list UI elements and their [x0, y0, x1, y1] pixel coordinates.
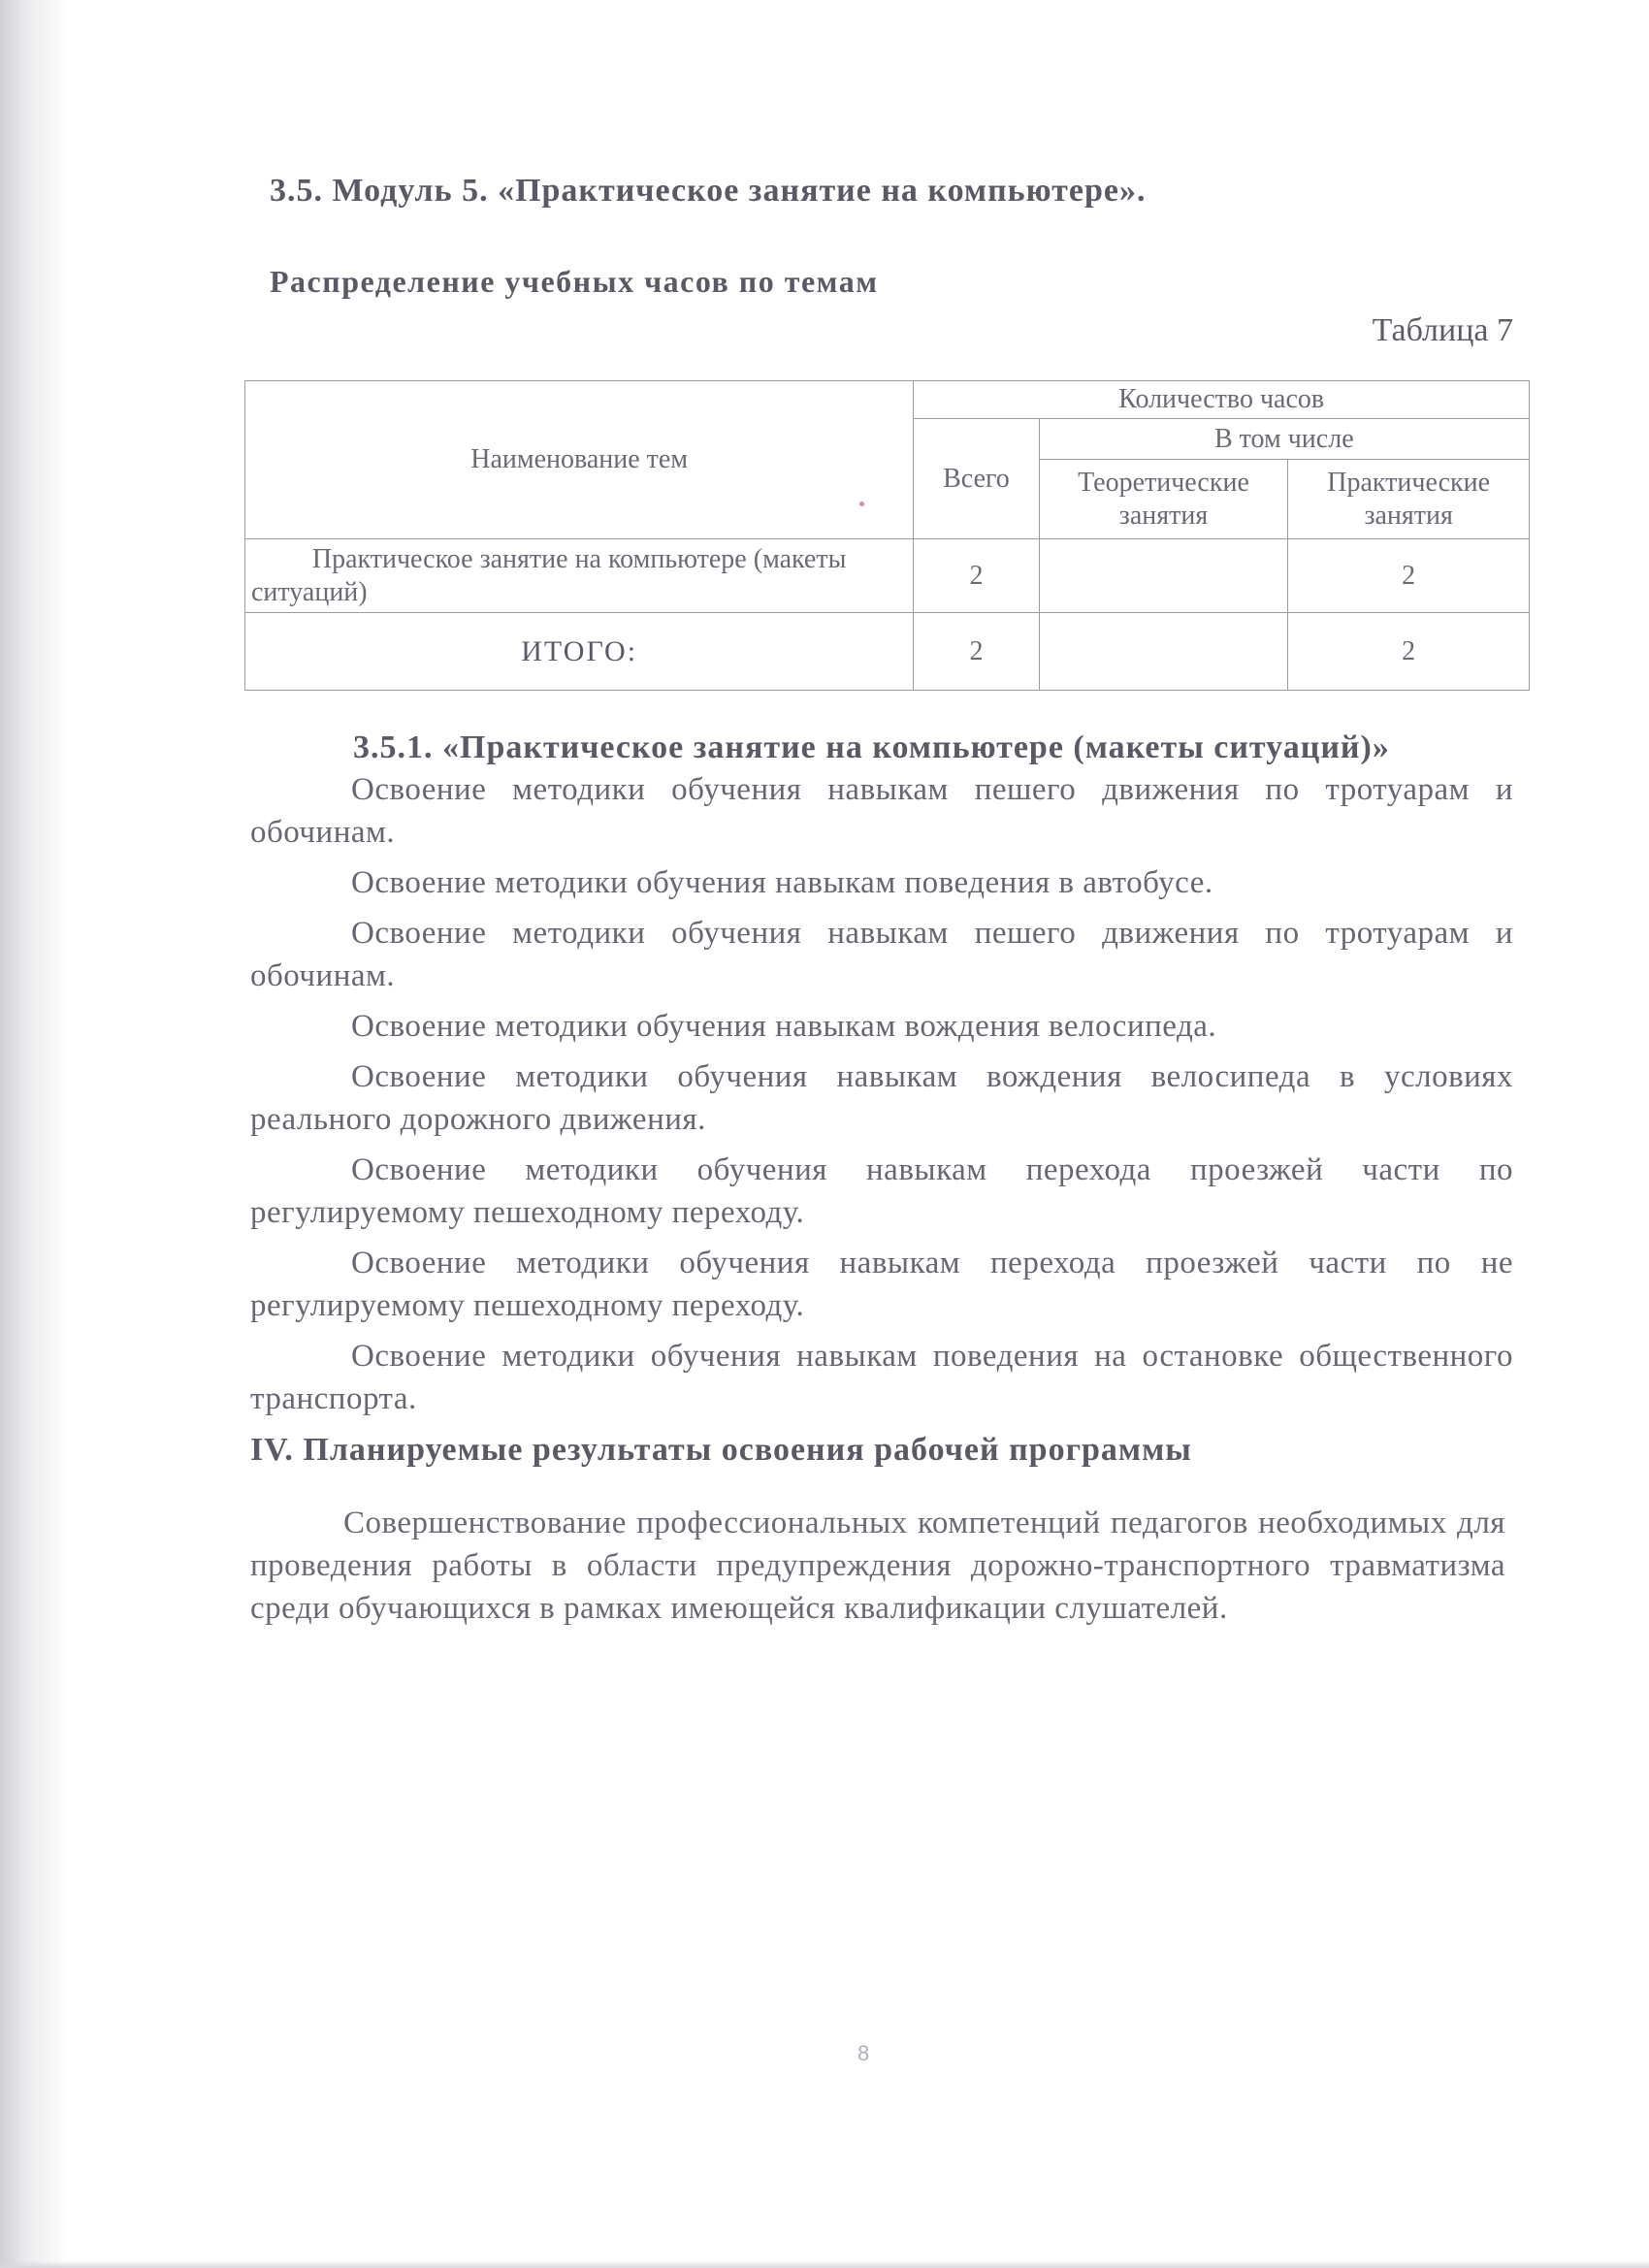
header-including: В том числе [1039, 418, 1529, 459]
header-hours: Количество часов [914, 381, 1530, 419]
paragraph: Освоение методики обучения навыкам пешего движения по тротуарам и обочинам. [250, 916, 1513, 993]
paragraph: Освоение методики обучения навыкам перехода проезжей части по не регулируемому пешеходному переходу. [250, 1246, 1513, 1323]
red-dot-mark [859, 502, 864, 506]
section-paragraphs [250, 768, 1513, 1428]
paragraph: Освоение методики обучения навыкам вождения велосипеда в условиях реального дорожного движения. [250, 1059, 1513, 1137]
total-row [245, 613, 1530, 691]
module-title: 3.5. Модуль 5. «Практическое занятие на компьютере». [270, 173, 1147, 209]
total-label: ИТОГО: [245, 613, 914, 691]
paragraph: Освоение методики обучения навыкам вождения велосипеда. [351, 1009, 1217, 1044]
row-total: 2 [914, 539, 1039, 613]
hours-table [244, 380, 1530, 691]
section-title: 3.5.1. «Практическое занятие на компьютере (макеты ситуаций)» [353, 729, 1390, 765]
paragraph: Освоение методики обучения навыкам поведения в автобусе. [351, 865, 1213, 900]
page-number: 8 [857, 2041, 870, 2065]
header-total: Всего [914, 418, 1039, 538]
results-text: Совершенствование профессиональных компетенций педагогов необходимых для проведения работы в области предупреждения дорожно-транспортного травматизма среди обучающихся в рамках имеющейся квалификации слушателей. [250, 1506, 1505, 1626]
total-practice: 2 [1288, 613, 1530, 691]
total-hours: 2 [914, 613, 1039, 691]
row-practice: 2 [1288, 539, 1530, 613]
distribution-title: Распределение учебных часов по темам [270, 264, 879, 299]
header-theory: Теоретические занятия [1039, 460, 1288, 539]
header-topic-name: Наименование тем [245, 381, 914, 539]
results-title: IV. Планируемые результаты освоения рабочей программы [250, 1432, 1192, 1468]
paragraph: Освоение методики обучения навыкам поведения на остановке общественного транспорта. [250, 1339, 1513, 1416]
table-row [245, 539, 1530, 613]
header-practice: Практические занятия [1288, 460, 1530, 539]
paragraph: Освоение методики обучения навыкам перехода проезжей части по регулируемому пешеходному переходу. [250, 1152, 1513, 1230]
total-theory [1039, 613, 1288, 691]
row-theory [1039, 539, 1288, 613]
row-topic: Практическое занятие на компьютере (макеты ситуаций) [245, 539, 914, 613]
paragraph: Освоение методики обучения навыкам пешего движения по тротуарам и обочинам. [250, 772, 1513, 850]
scan-edge-shadow [0, 0, 68, 2268]
scan-bottom-edge [0, 2260, 1649, 2268]
table-caption: Таблица 7 [1372, 312, 1513, 348]
